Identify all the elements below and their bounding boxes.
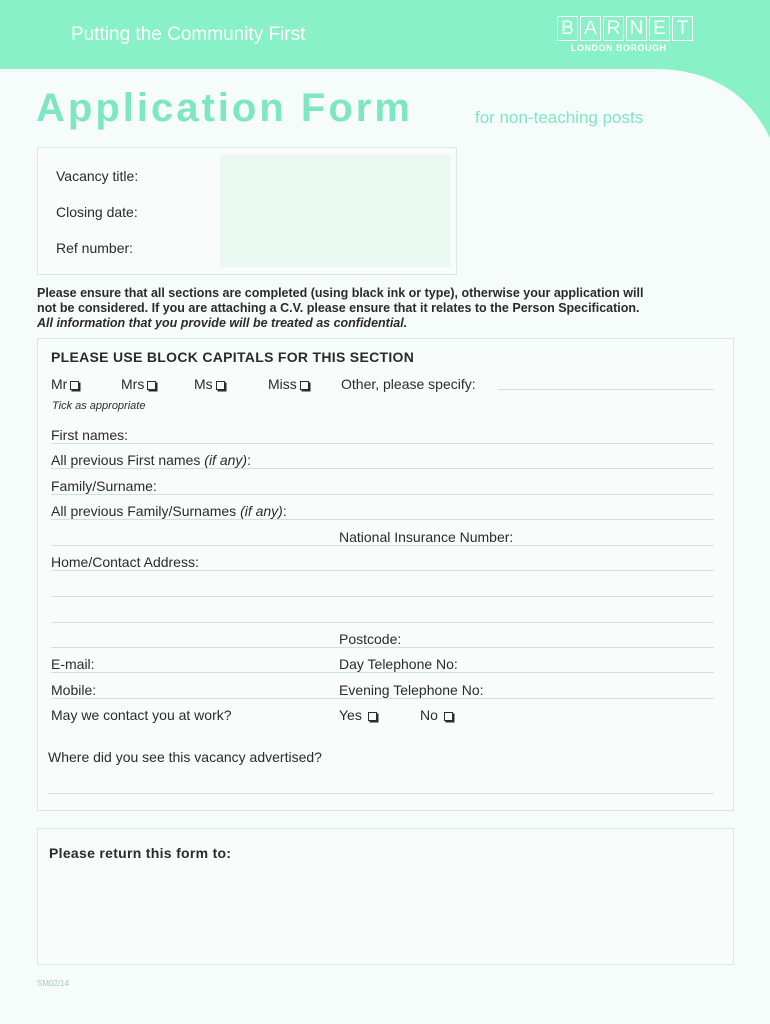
title-option-mrs[interactable] — [121, 376, 156, 392]
contact-work-no[interactable] — [420, 707, 453, 723]
ni-number-input[interactable] — [51, 545, 714, 546]
postcode-label: Postcode: — [339, 631, 402, 647]
previous-family-names-input[interactable] — [51, 519, 714, 520]
logo-letter: E — [649, 16, 670, 41]
logo-letters — [557, 16, 695, 41]
title-option-label: Ms — [194, 376, 213, 392]
logo-letter: R — [603, 16, 624, 41]
first-names-input[interactable] — [51, 443, 714, 444]
yes-label: Yes — [339, 707, 362, 723]
mobile-phone-input[interactable] — [51, 698, 714, 699]
title-option-mr[interactable] — [51, 376, 79, 392]
mobile-label: Mobile: — [51, 682, 97, 698]
address-input-line[interactable] — [51, 622, 714, 623]
title-option-miss[interactable] — [268, 376, 309, 392]
tick-hint: Tick as appropriate — [52, 400, 146, 412]
logo-letter: N — [626, 16, 647, 41]
no-label: No — [420, 707, 438, 723]
contact-work-yes[interactable] — [339, 707, 377, 723]
logo-letter: A — [580, 16, 601, 41]
instructions — [37, 286, 717, 331]
evening-telephone-label: Evening Telephone No: — [339, 682, 484, 698]
contact-at-work-label: May we contact you at work? — [51, 707, 232, 723]
first-names-label: First names: — [51, 427, 129, 443]
family-name-input[interactable] — [51, 494, 714, 495]
ref-number-label: Ref number: — [56, 240, 134, 256]
address-label: Home/Contact Address: — [51, 554, 199, 570]
other-title-input[interactable] — [498, 389, 714, 390]
if-any-note: (if any) — [240, 503, 283, 519]
previous-family-names-text: All previous Family/Surnames — [51, 503, 237, 519]
checkbox-icon[interactable] — [147, 381, 156, 390]
tagline: Putting the Community First — [71, 24, 306, 45]
if-any-note: (if any) — [204, 452, 248, 468]
email-label: E-mail: — [51, 656, 95, 672]
instructions-line: not be considered. If you are attaching a C.V. please ensure that it relates to the Person Specification. — [37, 301, 640, 315]
instructions-line: Please ensure that all sections are completed (using black ink or type), otherwise your application will — [37, 286, 644, 300]
checkbox-icon[interactable] — [444, 712, 453, 721]
vacancy-fill-area[interactable] — [220, 155, 450, 267]
page-subtitle: for non-teaching posts — [475, 108, 644, 127]
closing-date-label: Closing date: — [56, 204, 138, 220]
form-code: SM02/14 — [37, 979, 70, 988]
address-input-line[interactable] — [51, 596, 714, 597]
vacancy-title-label: Vacancy title: — [56, 168, 139, 184]
title-option-label: Mr — [51, 376, 68, 392]
logo-subtitle: LONDON BOROUGH — [571, 43, 667, 53]
logo-letter: B — [557, 16, 578, 41]
email-phone-input[interactable] — [51, 672, 714, 673]
checkbox-icon[interactable] — [70, 381, 79, 390]
ni-number-label: National Insurance Number: — [339, 529, 514, 545]
previous-family-names-label: All previous Family/Surnames (if any): — [51, 503, 287, 519]
other-title-label: Other, please specify: — [341, 376, 476, 392]
title-option-label: Miss — [268, 376, 297, 392]
checkbox-icon[interactable] — [300, 381, 309, 390]
previous-first-names-text: All previous First names — [51, 452, 201, 468]
day-telephone-label: Day Telephone No: — [339, 656, 458, 672]
title-option-ms[interactable] — [194, 376, 225, 392]
page-title: Application Form — [36, 86, 413, 130]
title-option-label: Mrs — [121, 376, 145, 392]
logo-letter: T — [672, 16, 693, 41]
confidential-note: All information that you provide will be treated as confidential. — [37, 316, 408, 330]
return-label: Please return this form to: — [49, 845, 232, 861]
advertised-label: Where did you see this vacancy advertised? — [48, 749, 322, 765]
previous-first-names-input[interactable] — [51, 468, 714, 469]
advertised-input[interactable] — [48, 793, 714, 794]
checkbox-icon[interactable] — [216, 381, 225, 390]
barnet-logo — [557, 16, 697, 56]
address-input-line[interactable] — [51, 570, 714, 571]
family-name-label: Family/Surname: — [51, 478, 157, 494]
section-heading: PLEASE USE BLOCK CAPITALS FOR THIS SECTION — [51, 349, 415, 365]
checkbox-icon[interactable] — [368, 712, 377, 721]
previous-first-names-label: All previous First names (if any): — [51, 452, 251, 468]
postcode-input[interactable] — [51, 647, 714, 648]
